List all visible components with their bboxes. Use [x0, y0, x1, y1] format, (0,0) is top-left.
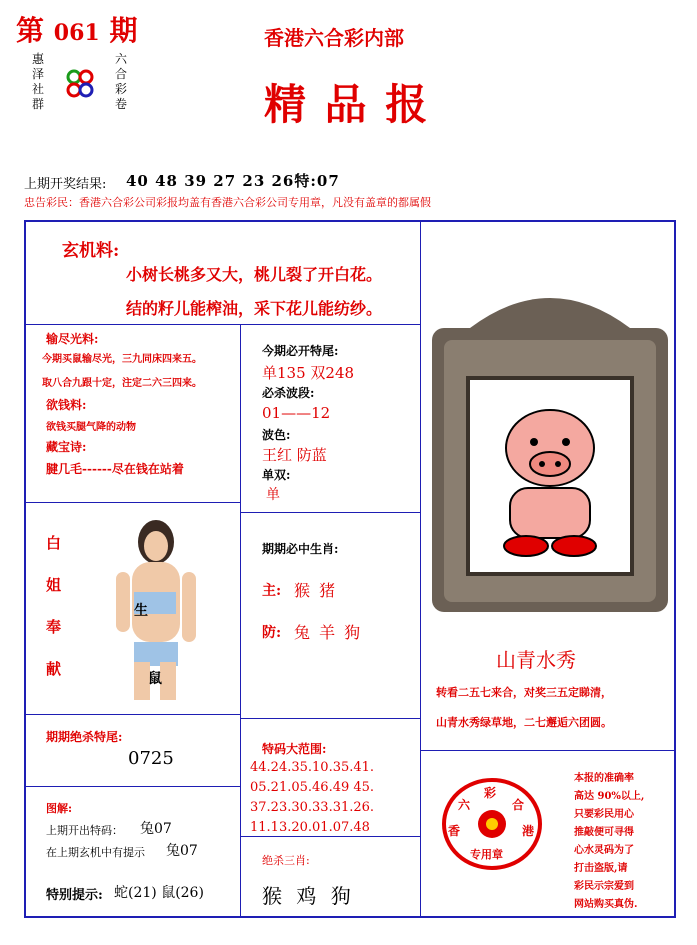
- guarantee-line: 网站购买真伪.: [574, 899, 638, 910]
- final-kill-title: 绝杀三肖:: [262, 854, 310, 867]
- stamp-char: 合: [512, 798, 525, 812]
- poem-line: 腱几毛------尽在钱在站着: [46, 462, 184, 476]
- gift-char: 姐: [46, 576, 62, 594]
- vchar: 卷: [115, 97, 128, 111]
- issue-suffix: 期: [109, 14, 138, 47]
- guarantee-line: 彩民示宗爱到: [574, 881, 634, 892]
- color-title: 波色:: [262, 428, 291, 442]
- hints-line-1-label: 上期开出特码：: [46, 824, 123, 837]
- guarantee-line: 打击盗版,请: [574, 863, 628, 874]
- picture-line-2: 山青水秀绿草地，二七邂逅六团圆。: [436, 716, 612, 729]
- divider: [26, 714, 240, 715]
- kill-tail-value: 0725: [128, 748, 174, 769]
- hints-line-1-value: 兔07: [140, 821, 172, 837]
- final-kill-value: 猴 鸡 狗: [262, 884, 355, 908]
- special-tip-label: 特别提示:: [46, 888, 103, 903]
- range-row: 44.24.35.10.35.41.: [250, 760, 375, 775]
- guarantee-line: 推敲便可寻得: [574, 827, 634, 838]
- gift-char: 献: [46, 660, 62, 678]
- range-row: 05.21.05.46.49 45.: [250, 780, 375, 795]
- oddeven-value: 单: [266, 487, 280, 503]
- stamp-char: 六: [458, 798, 471, 812]
- tail-value: 单135 双248: [262, 364, 355, 382]
- tail-title: 今期必开特尾:: [262, 344, 339, 358]
- color-value: 王红 防蓝: [262, 446, 327, 464]
- guarantee-text: [574, 770, 672, 914]
- poem-title: 藏宝诗:: [46, 440, 87, 454]
- riddle-line-1: 小树长桃多又大，桃儿裂了开白花。: [126, 265, 383, 284]
- guarantee-line: 高达 90%以上,: [574, 791, 645, 802]
- gift-vertical-text: [46, 522, 66, 690]
- picture-line-1: 转看二五七来合，对奖三五定睇清，: [436, 686, 612, 699]
- range-numbers: [250, 758, 418, 838]
- range-title: 特码大范围:: [262, 742, 327, 756]
- vertical-text-right: [115, 52, 129, 112]
- vchar: 泽: [32, 67, 45, 81]
- guarantee-line: 心水灵码为了: [574, 845, 634, 856]
- money-title: 欲钱料:: [46, 398, 87, 412]
- zodiac-alt-label: 防:: [262, 625, 282, 641]
- gift-char: 奉: [46, 618, 62, 636]
- money-line: 欲钱买腿气降的动物: [46, 422, 136, 433]
- lose-line-1: 今期买鼠输尽光，三九同床四来五。: [42, 354, 202, 365]
- range-row: 37.23.30.33.31.26.: [250, 800, 375, 815]
- divider: [26, 324, 420, 325]
- issue-prefix: 第: [16, 14, 45, 47]
- photo-text-1: 生: [134, 603, 148, 619]
- gift-char: 白: [46, 534, 62, 552]
- divider: [240, 718, 420, 719]
- results-numbers: 40 48 39 27 23 26特:07: [126, 172, 340, 190]
- divider: [26, 502, 240, 503]
- riddle-line-2: 结的籽儿能榨油，采下花儿能纺纱。: [126, 299, 383, 318]
- stamp-char: 港: [522, 824, 535, 838]
- ornate-frame-image: [430, 278, 670, 614]
- photo-text-2: 鼠: [148, 671, 162, 687]
- vchar: 六: [115, 52, 128, 66]
- issue-label: [16, 14, 137, 50]
- range-row: 11.13.20.01.07.48: [250, 820, 370, 835]
- lose-title: 输尽光料:: [46, 332, 99, 346]
- main-title: 香港六合彩内部: [264, 26, 404, 50]
- stamp-char: 彩: [484, 786, 497, 800]
- results-label: 上期开奖结果:: [24, 177, 107, 192]
- guarantee-line: 本报的准确率: [574, 773, 634, 784]
- vchar: 群: [32, 97, 45, 111]
- special-tip-value: 蛇(21) 鼠(26): [114, 885, 204, 901]
- lose-line-2: 取八合九跟十定，注定二六三四来。: [42, 378, 202, 389]
- zodiac-alt-value: 兔 羊 狗: [294, 623, 363, 642]
- issue-number: 061: [53, 20, 100, 46]
- kill-tail-title: 期期绝杀特尾:: [46, 730, 123, 744]
- zodiac-main-value: 猴 猪: [294, 581, 338, 600]
- hints-line-2-value: 兔07: [166, 843, 198, 859]
- vchar: 社: [32, 82, 45, 96]
- stamp-char: 香: [448, 824, 461, 838]
- vchar: 合: [115, 67, 128, 81]
- guarantee-line: 只要彩民用心: [574, 809, 634, 820]
- zodiac-main-label: 主:: [262, 583, 282, 599]
- hints-line-2-label: 在上期玄机中有提示: [46, 846, 145, 859]
- big-title: 精 品 报: [264, 80, 430, 129]
- hints-title: 图解:: [46, 802, 73, 815]
- vchar: 彩: [115, 82, 128, 96]
- band-title: 必杀波段:: [262, 386, 315, 400]
- vertical-text-left: [32, 52, 46, 112]
- stamp-char: 专用章: [470, 848, 503, 861]
- divider: [240, 512, 420, 513]
- official-stamp: [440, 776, 544, 872]
- zodiac-title: 期期必中生肖:: [262, 542, 339, 556]
- divider: [26, 786, 240, 787]
- lottery-logo-icon: [62, 66, 98, 102]
- divider: [420, 750, 674, 751]
- model-photo: [104, 512, 200, 700]
- notice-text: 忠告彩民：香港六合彩公司彩报均盖有香港六合彩公司专用章，凡没有盖章的都属假: [24, 196, 431, 209]
- riddle-title: 玄机料:: [62, 241, 120, 261]
- divider: [240, 324, 241, 918]
- picture-caption: 山青水秀: [496, 648, 576, 672]
- oddeven-title: 单双:: [262, 468, 291, 482]
- band-value: 01——12: [262, 404, 331, 422]
- vchar: 惠: [32, 52, 45, 66]
- divider-right: [420, 222, 421, 916]
